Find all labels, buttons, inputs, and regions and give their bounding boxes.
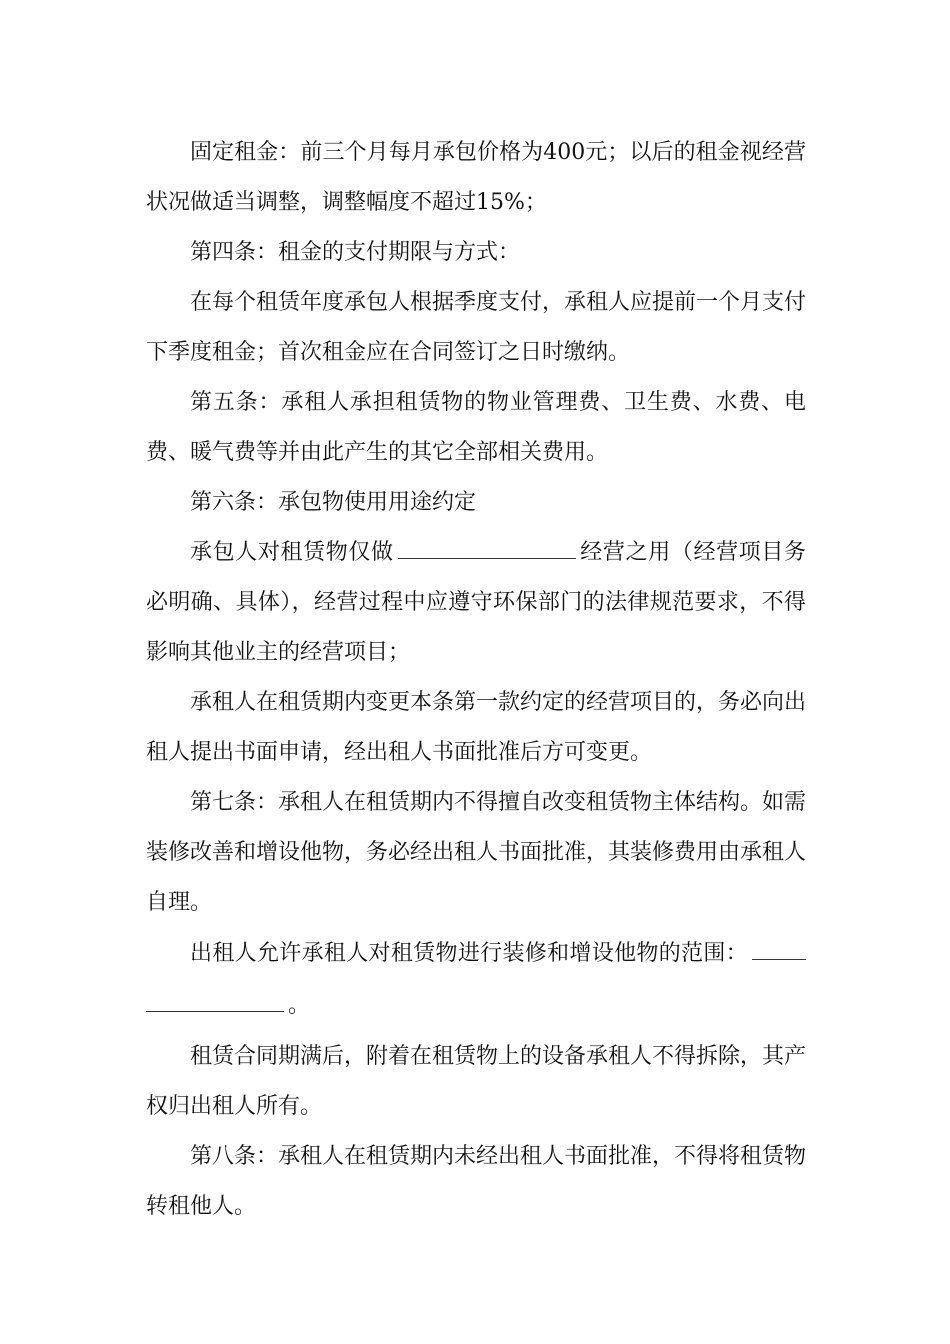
usage-text-before-blank: 承包人对租赁物仅做	[190, 540, 394, 565]
article-4-heading: 第四条：租金的支付期限与方式：	[190, 240, 521, 265]
renovation-text-after-blank: 。	[288, 993, 311, 1018]
paragraph-equipment-ownership: 租赁合同期满后，附着在租赁物上的设备承租人不得拆除，其产权归出租人所有。	[146, 1044, 807, 1119]
renovation-blank-line-1	[752, 931, 806, 960]
paragraph-change-usage: 承租人在租赁期内变更本条第一款约定的经营项目的，务必向出租人提出书面申请，经出租人书面批准后方可变更。	[146, 690, 807, 765]
paragraph-renovation-scope	[146, 928, 806, 1032]
article-6-heading: 第六条：承包物使用用途约定	[190, 490, 477, 515]
renovation-blank-line-2	[146, 983, 284, 1012]
article-7-structure: 第七条：承租人在租赁期内不得擅自改变租赁物主体结构。如需装修改善和增设他物，务必经出租人书面批准，其装修费用由承租人自理。	[146, 790, 807, 915]
usage-blank-line	[398, 530, 576, 559]
paragraph-fixed-rent: 固定租金：前三个月每月承包价格为400元；以后的租金视经营状况做适当调整，调整幅度不超过15%；	[146, 140, 806, 215]
renovation-text-before-blank: 出租人允许承租人对租赁物进行装修和增设他物的范围：	[190, 941, 748, 966]
document-page	[146, 128, 806, 1232]
article-8-sublease: 第八条：承租人在租赁期内未经出租人书面批准，不得将租赁物转租他人。	[146, 1144, 807, 1219]
paragraph-payment-terms: 在每个租赁年度承包人根据季度支付，承租人应提前一个月支付下季度租金；首次租金应在合同签订之日时缴纳。	[146, 290, 807, 365]
paragraph-usage	[146, 528, 806, 678]
article-5-fees: 第五条：承租人承担租赁物的物业管理费、卫生费、水费、电费、暖气费等并由此产生的其它全部相关费用。	[146, 390, 806, 465]
usage-text-after-blank: 经营之用（经营项目务必明确、具体），经营过程中应遵守环保部门的法律规范要求，不得影响其他业主的经营项目；	[146, 540, 806, 665]
